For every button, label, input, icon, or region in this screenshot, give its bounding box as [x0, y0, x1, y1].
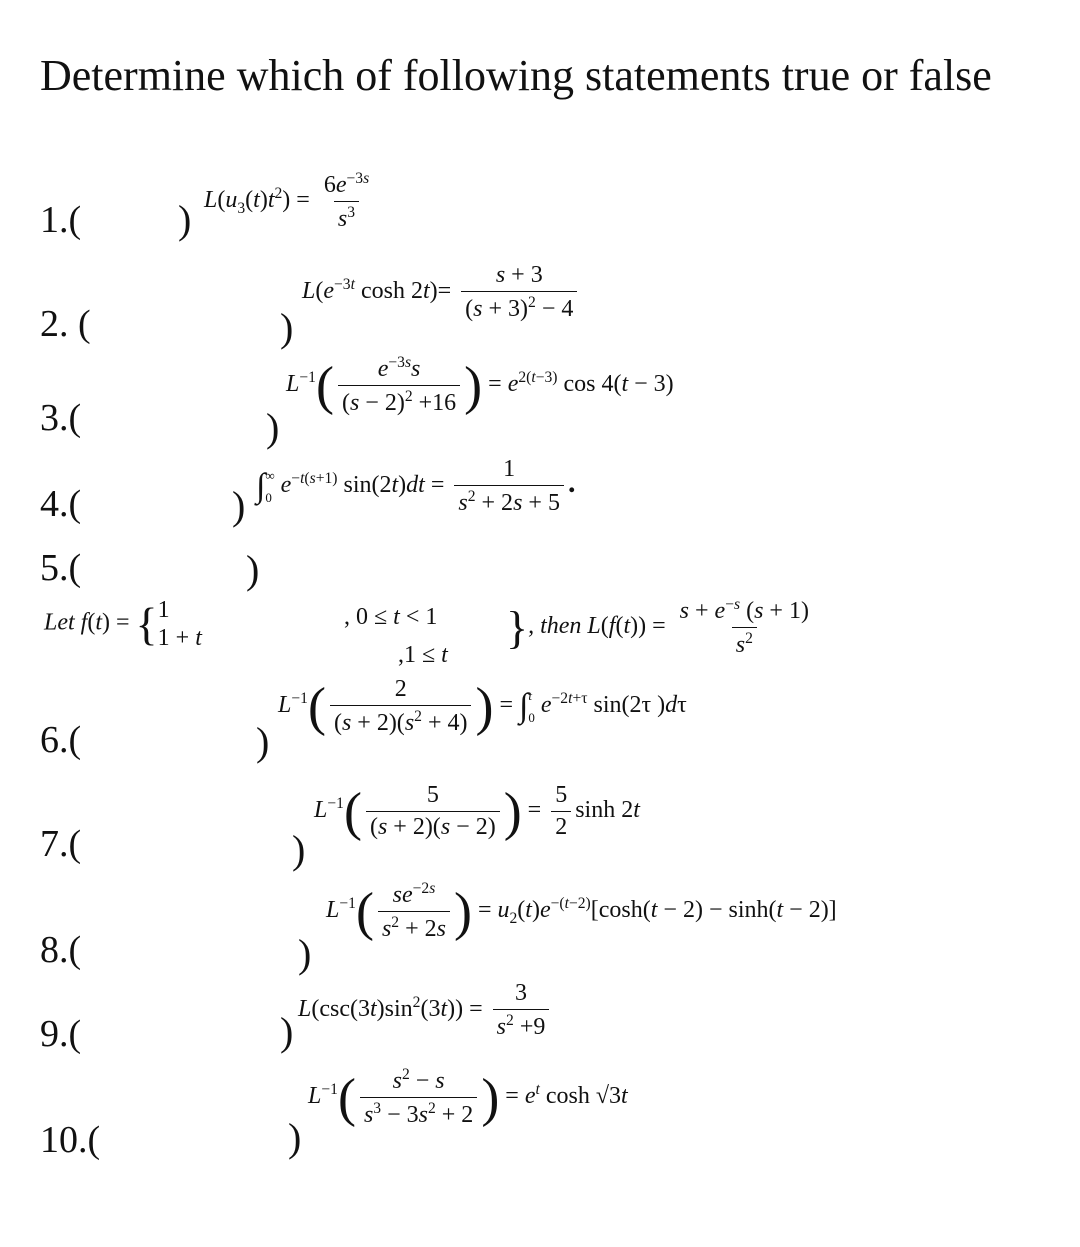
- item-8-answer-paren[interactable]: ): [298, 931, 312, 976]
- item-10-answer-paren[interactable]: ): [288, 1115, 302, 1160]
- item-10-formula: $L^{-1}$( $\frac{s^2 - s}{s^3 - 3s^2 + 2}$ ) = $e^t$ cosh √3t: [308, 1066, 628, 1128]
- item-5-number: 5.(: [40, 547, 82, 589]
- item-5-piecewise-definition: Let f(t) = { 1 1 + t: [44, 597, 202, 651]
- item-8-formula: $L^{-1}$( $\frac{se^{-2s}}{s^2 + 2s}$ ) = $u_2(t)e^{-(t-2)}[\cosh(t - 2) - \sinh(t - 2)]$: [326, 880, 837, 942]
- item-2-answer-paren[interactable]: ): [280, 305, 294, 350]
- item-7-formula: $L^{-1}$( $\frac{5}{(s + 2)(s - 2)}$ ) = $\frac{5}{2}$ sinh 2t: [314, 781, 640, 842]
- item-1-number: 1.(: [40, 199, 82, 241]
- item-9-number: 9.(: [40, 1013, 82, 1055]
- item-4-answer-paren[interactable]: ): [232, 483, 246, 528]
- item-2-formula: $L(e^{-3t}$ cosh 2t)= $\frac{s + 3}{(s + 3)^2 - 4}$: [302, 262, 581, 323]
- item-6-answer-paren[interactable]: ): [256, 719, 270, 764]
- item-3-formula: $L^{-1}$( $\frac{e^{-3s}s}{(s - 2)^2 +16}$ ) = $e^{2(t-3)}$ cos 4(t − 3): [286, 354, 674, 416]
- page-title: Determine which of following statements true or false: [40, 51, 992, 100]
- item-3-number: 3.(: [40, 397, 82, 439]
- item-6-number: 6.(: [40, 719, 82, 761]
- item-6-formula: $L^{-1}$( $\frac{2}{(s + 2)(s^2 + 4)}$ ) = ∫ t 0 $e^{-2t+\tau}$ sin(2τ )dτ: [278, 676, 687, 737]
- item-9-answer-paren[interactable]: ): [280, 1009, 294, 1054]
- item-4-number: 4.(: [40, 483, 82, 525]
- item-5-answer-paren[interactable]: ): [246, 547, 260, 592]
- item-2-number: 2. (: [40, 303, 91, 345]
- item-8-number: 8.(: [40, 929, 82, 971]
- item-5-formula: }, then L(f(t)) = $\frac{s + e^{-s} (s + 1)}{s^2}$: [506, 596, 809, 658]
- item-7-number: 7.(: [40, 823, 82, 865]
- item-9-formula: $L(\csc(3t)\sin^2(3t))$ = $\frac{3}{s^2 +9}$: [298, 980, 553, 1041]
- item-1-formula: $L(u_3(t)t^2)$ = $\frac{6e^{-3s}}{s^3}$: [204, 170, 370, 232]
- item-5-conditions: , 0 ≤ t < 1 ,1 ≤ t: [344, 604, 448, 668]
- item-4-formula: ∫ ∞ 0 $e^{-t(s+1)}$ sin(2t)dt = $\frac{1}{s^2 + 2s + 5}$ .: [256, 456, 576, 516]
- item-10-number: 10.(: [40, 1119, 101, 1161]
- item-3-answer-paren[interactable]: ): [266, 405, 280, 450]
- item-1-answer-paren[interactable]: ): [178, 197, 192, 242]
- item-7-answer-paren[interactable]: ): [292, 827, 306, 872]
